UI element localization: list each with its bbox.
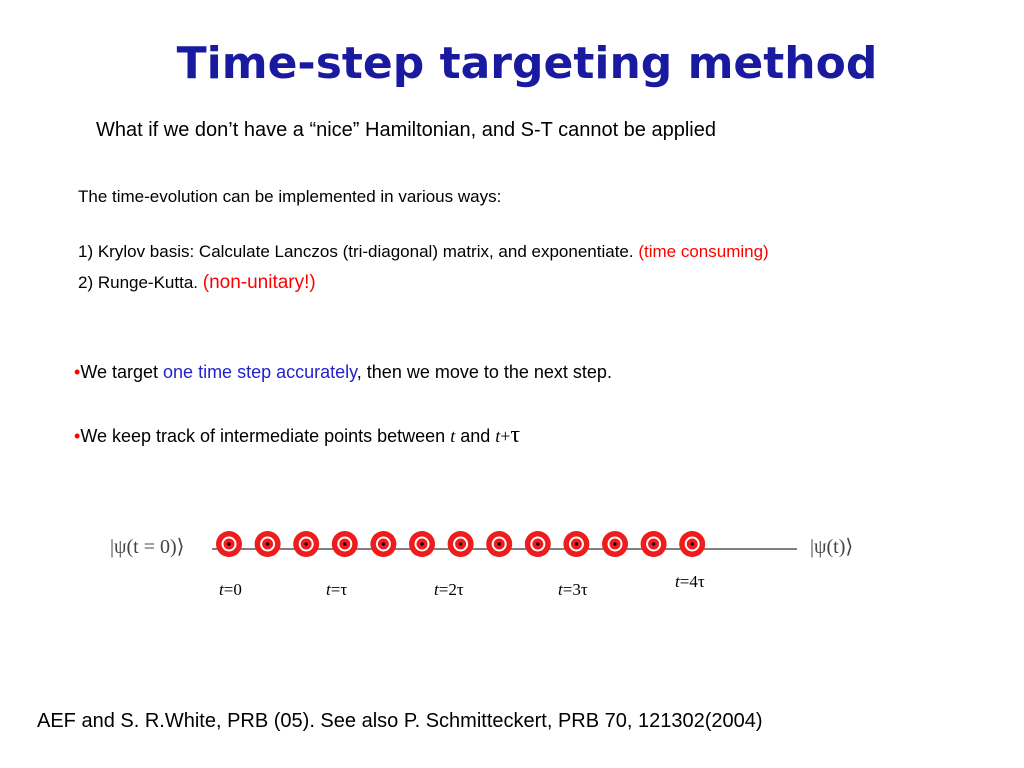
- point-center-dot: [343, 542, 346, 545]
- reference-citation: AEF and S. R.White, PRB (05). See also P. Schmitteckert, PRB 70, 121302(2004): [37, 710, 763, 732]
- time-points: [216, 531, 705, 557]
- intro-text: The time-evolution can be implemented in various ways:: [78, 187, 502, 206]
- time-point: [409, 531, 435, 557]
- final-state-label: |ψ(t)⟩: [810, 536, 854, 558]
- item-text: 1) Krylov basis: Calculate Lanczos (tri-diagonal) matrix, and exponentiate.: [78, 242, 639, 261]
- variable-t: t: [495, 426, 501, 446]
- slide-title: Time-step targeting method: [176, 38, 878, 89]
- point-center-dot: [382, 542, 385, 545]
- subtitle: What if we don’t have a “nice” Hamiltonian, and S-T cannot be applied: [96, 119, 716, 141]
- bullet-text-end: , then we move to the next step.: [356, 362, 612, 382]
- point-center-dot: [227, 542, 230, 545]
- time-label-1: t=τ: [326, 580, 348, 599]
- time-point: [216, 531, 242, 557]
- bullet-icon: •: [74, 426, 81, 446]
- time-point: [448, 531, 474, 557]
- time-point: [563, 531, 589, 557]
- time-label-4: t=4τ: [675, 572, 705, 591]
- point-center-dot: [536, 542, 539, 545]
- point-center-dot: [498, 542, 501, 545]
- point-center-dot: [691, 542, 694, 545]
- time-point: [641, 531, 667, 557]
- time-point: [525, 531, 551, 557]
- time-point: [332, 531, 358, 557]
- point-center-dot: [613, 542, 616, 545]
- bullet-highlight: one time step accurately: [163, 362, 357, 382]
- bullet-text-start: We keep track of intermediate points between: [80, 426, 451, 446]
- bullet-text-start: We target: [80, 362, 164, 382]
- bullet-icon: •: [74, 362, 81, 382]
- point-center-dot: [575, 542, 578, 545]
- time-point: [370, 531, 396, 557]
- point-center-dot: [459, 542, 462, 545]
- initial-state-label: |ψ(t = 0)⟩: [110, 536, 185, 558]
- item-note: (non-unitary!): [202, 272, 316, 293]
- point-center-dot: [420, 542, 423, 545]
- point-center-dot: [652, 542, 655, 545]
- time-point: [255, 531, 281, 557]
- time-point: [293, 531, 319, 557]
- time-label-0: t=0: [219, 580, 242, 599]
- time-point: [679, 531, 705, 557]
- time-label-3: t=3τ: [558, 580, 588, 599]
- time-point: [486, 531, 512, 557]
- time-point: [602, 531, 628, 557]
- point-center-dot: [305, 542, 308, 545]
- time-label-2: t=2τ: [434, 580, 464, 599]
- item-text: 2) Runge-Kutta.: [78, 273, 203, 292]
- point-center-dot: [266, 542, 269, 545]
- tau-symbol: τ: [510, 422, 521, 448]
- bullet-text-mid: and: [455, 426, 496, 446]
- variable-t: t: [450, 426, 456, 446]
- item-note: (time consuming): [638, 242, 769, 261]
- plus-sign: +: [500, 426, 511, 446]
